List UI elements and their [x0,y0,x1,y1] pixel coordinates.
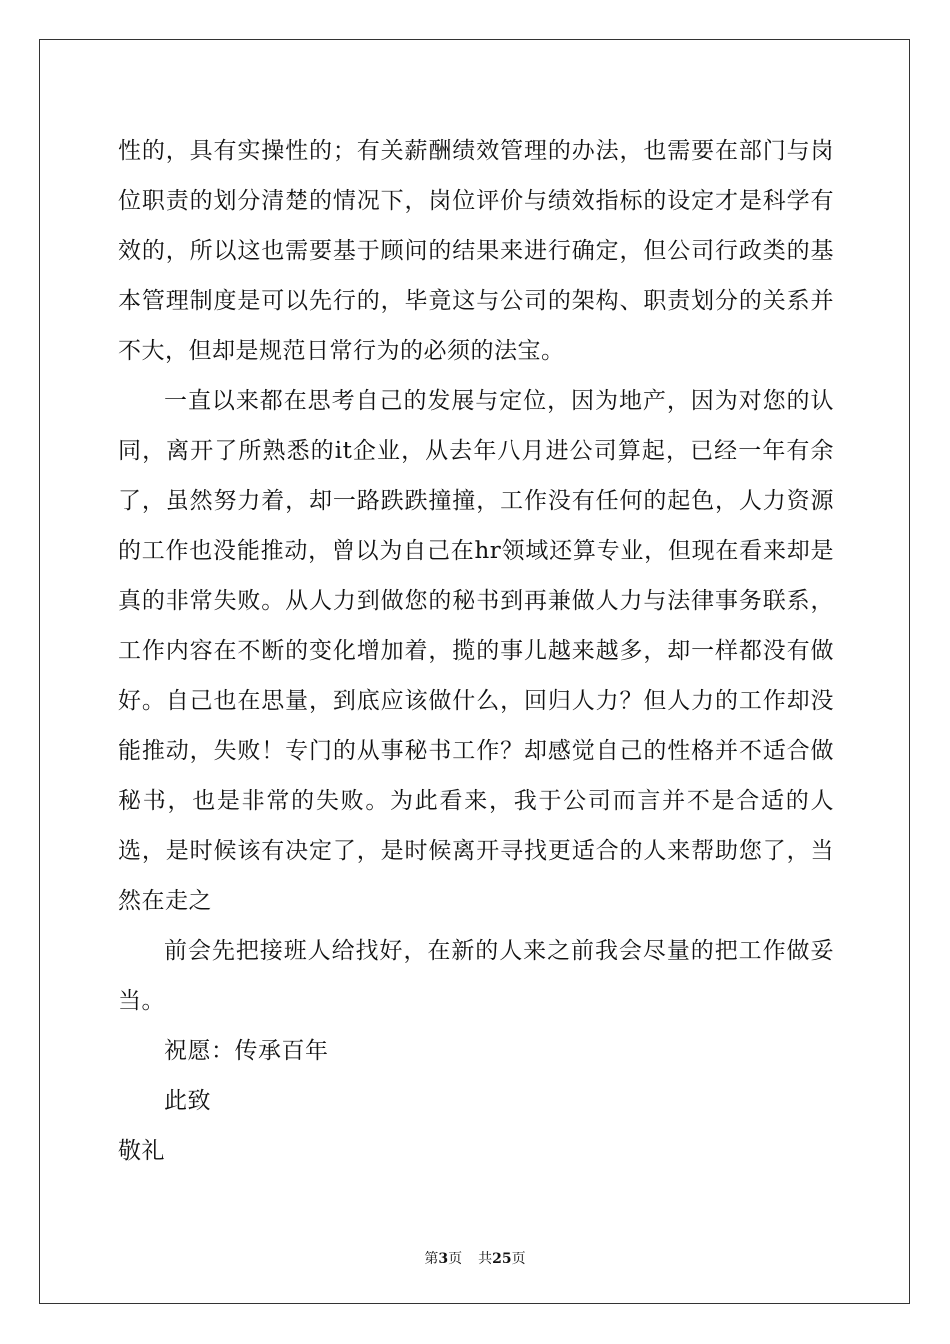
page-number-label: 第3页 [424,1251,463,1267]
document-body [118,126,834,1176]
closing-jingli: 敬礼 [118,1138,165,1164]
total-pages-number: 25 [492,1251,512,1267]
paragraph-1: 性的，具有实操性的；有关薪酬绩效管理的办法，也需要在部门与岗位职责的划分清楚的情况下，岗位评价与绩效指标的设定才是科学有效的，所以这也需要基于顾问的结果来进行确定，但公司行政类的基本管理制度是可以先行的，毕竟这与公司的架构、职责划分的关系并不大，但却是规范日常行为的必须的法宝。 [118,138,834,364]
page-footer [0,1248,950,1268]
closing-wish: 祝愿：传承百年 [164,1038,329,1064]
paragraph-3: 前会先把接班人给找好，在新的人来之前我会尽量的把工作做妥当。 [118,938,834,1014]
current-page-number: 3 [438,1251,449,1267]
paragraph-2: 一直以来都在思考自己的发展与定位，因为地产，因为对您的认同，离开了所熟悉的it企业，从去年八月进公司算起，已经一年有余了，虽然努力着，却一路跌跌撞撞，工作没有任何的起色，人力资源的工作也没能推动，曾以为自己在hr领域还算专业，但现在看来却是真的非常失败。从人力到做您的秘书到再兼做人力与法律事务联系，工作内容在不断的变化增加着，揽的事儿越来越多，却一样都没有做好。自己也在思量，到底应该做什么，回归人力？但人力的工作却没能推动，失败！专门的从事秘书工作？却感觉自己的性格并不适合做秘书，也是非常的失败。为此看来，我于公司而言并不是合适的人选，是时候该有决定了，是时候离开寻找更适合的人来帮助您了，当然在走之 [118,388,834,914]
closing-cizhi: 此致 [164,1088,211,1114]
total-pages-label: 共25页 [478,1251,526,1267]
